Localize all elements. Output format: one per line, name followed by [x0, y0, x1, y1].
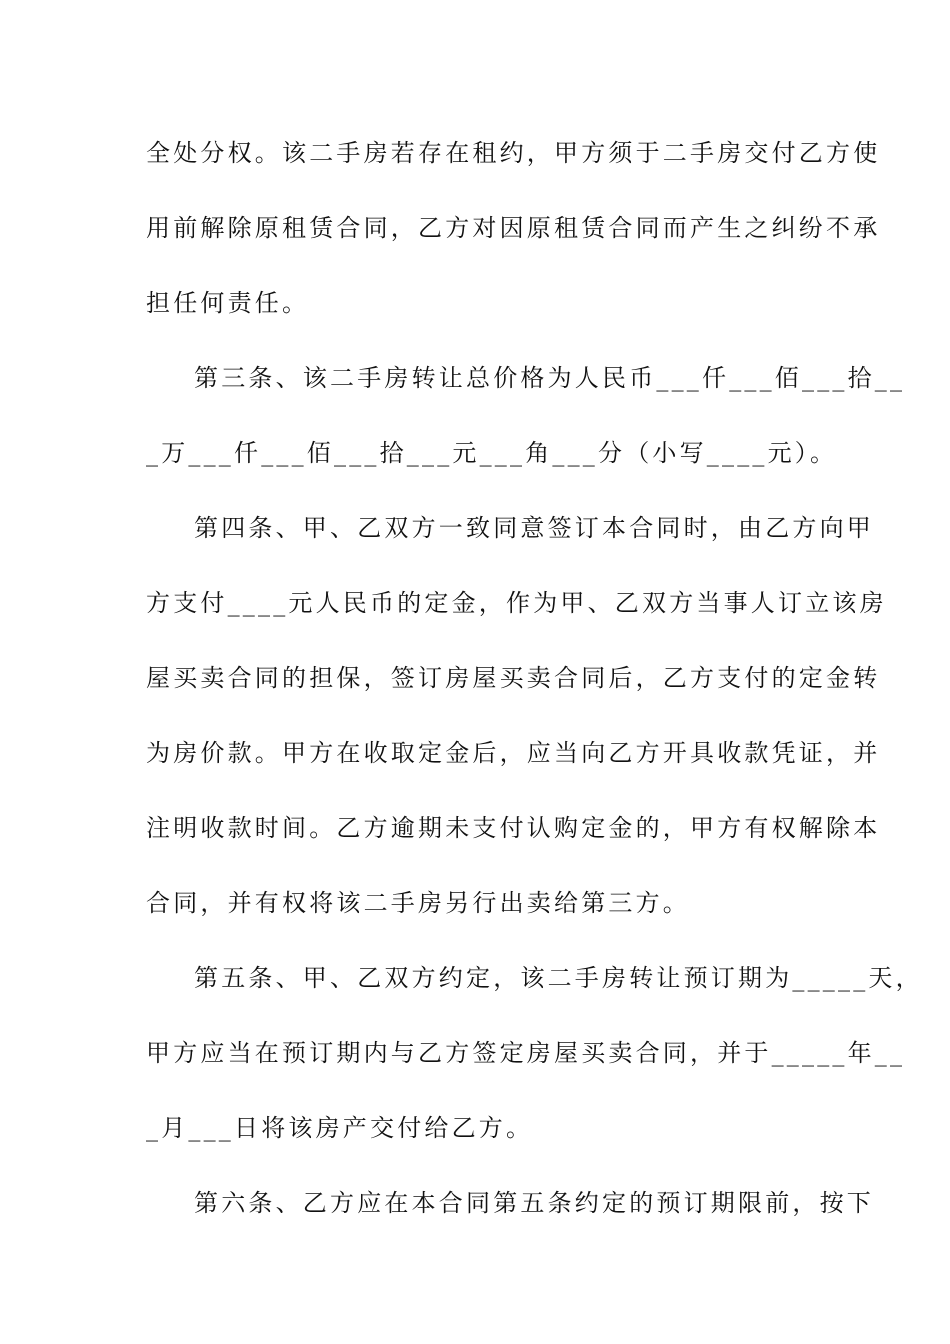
article-5-line-2: 甲方应当在预订期内与乙方签定房屋买卖合同，并于_____年__: [146, 1039, 906, 1067]
article-3-line-1: 第三条、该二手房转让总价格为人民币___仟___佰___拾__: [194, 364, 906, 392]
article-3-line-2: _万___仟___佰___拾___元___角___分（小写____元）。: [146, 439, 838, 467]
article-4-line-1: 第四条、甲、乙双方一致同意签订本合同时，由乙方向甲: [194, 514, 874, 542]
article-6-line-1: 第六条、乙方应在本合同第五条约定的预订期限前，按下: [194, 1189, 874, 1217]
article-4-line-5: 注明收款时间。乙方逾期未支付认购定金的，甲方有权解除本: [146, 814, 881, 842]
article-4-line-6: 合同，并有权将该二手房另行出卖给第三方。: [146, 889, 690, 917]
article-4-line-3: 屋买卖合同的担保，签订房屋买卖合同后，乙方支付的定金转: [146, 664, 881, 692]
article-5-line-3: _月___日将该房产交付给乙方。: [146, 1114, 534, 1142]
article-4-line-4: 为房价款。甲方在收取定金后，应当向乙方开具收款凭证，并: [146, 739, 881, 767]
article-5-line-1: 第五条、甲、乙双方约定，该二手房转让预订期为_____天，: [194, 964, 923, 992]
text-line-1: 全处分权。该二手房若存在租约，甲方须于二手房交付乙方使: [146, 139, 881, 167]
article-4-line-2: 方支付____元人民币的定金，作为甲、乙双方当事人订立该房: [146, 589, 887, 617]
text-line-3: 担任何责任。: [146, 289, 310, 317]
text-line-2: 用前解除原租赁合同，乙方对因原租赁合同而产生之纠纷不承: [146, 214, 881, 242]
